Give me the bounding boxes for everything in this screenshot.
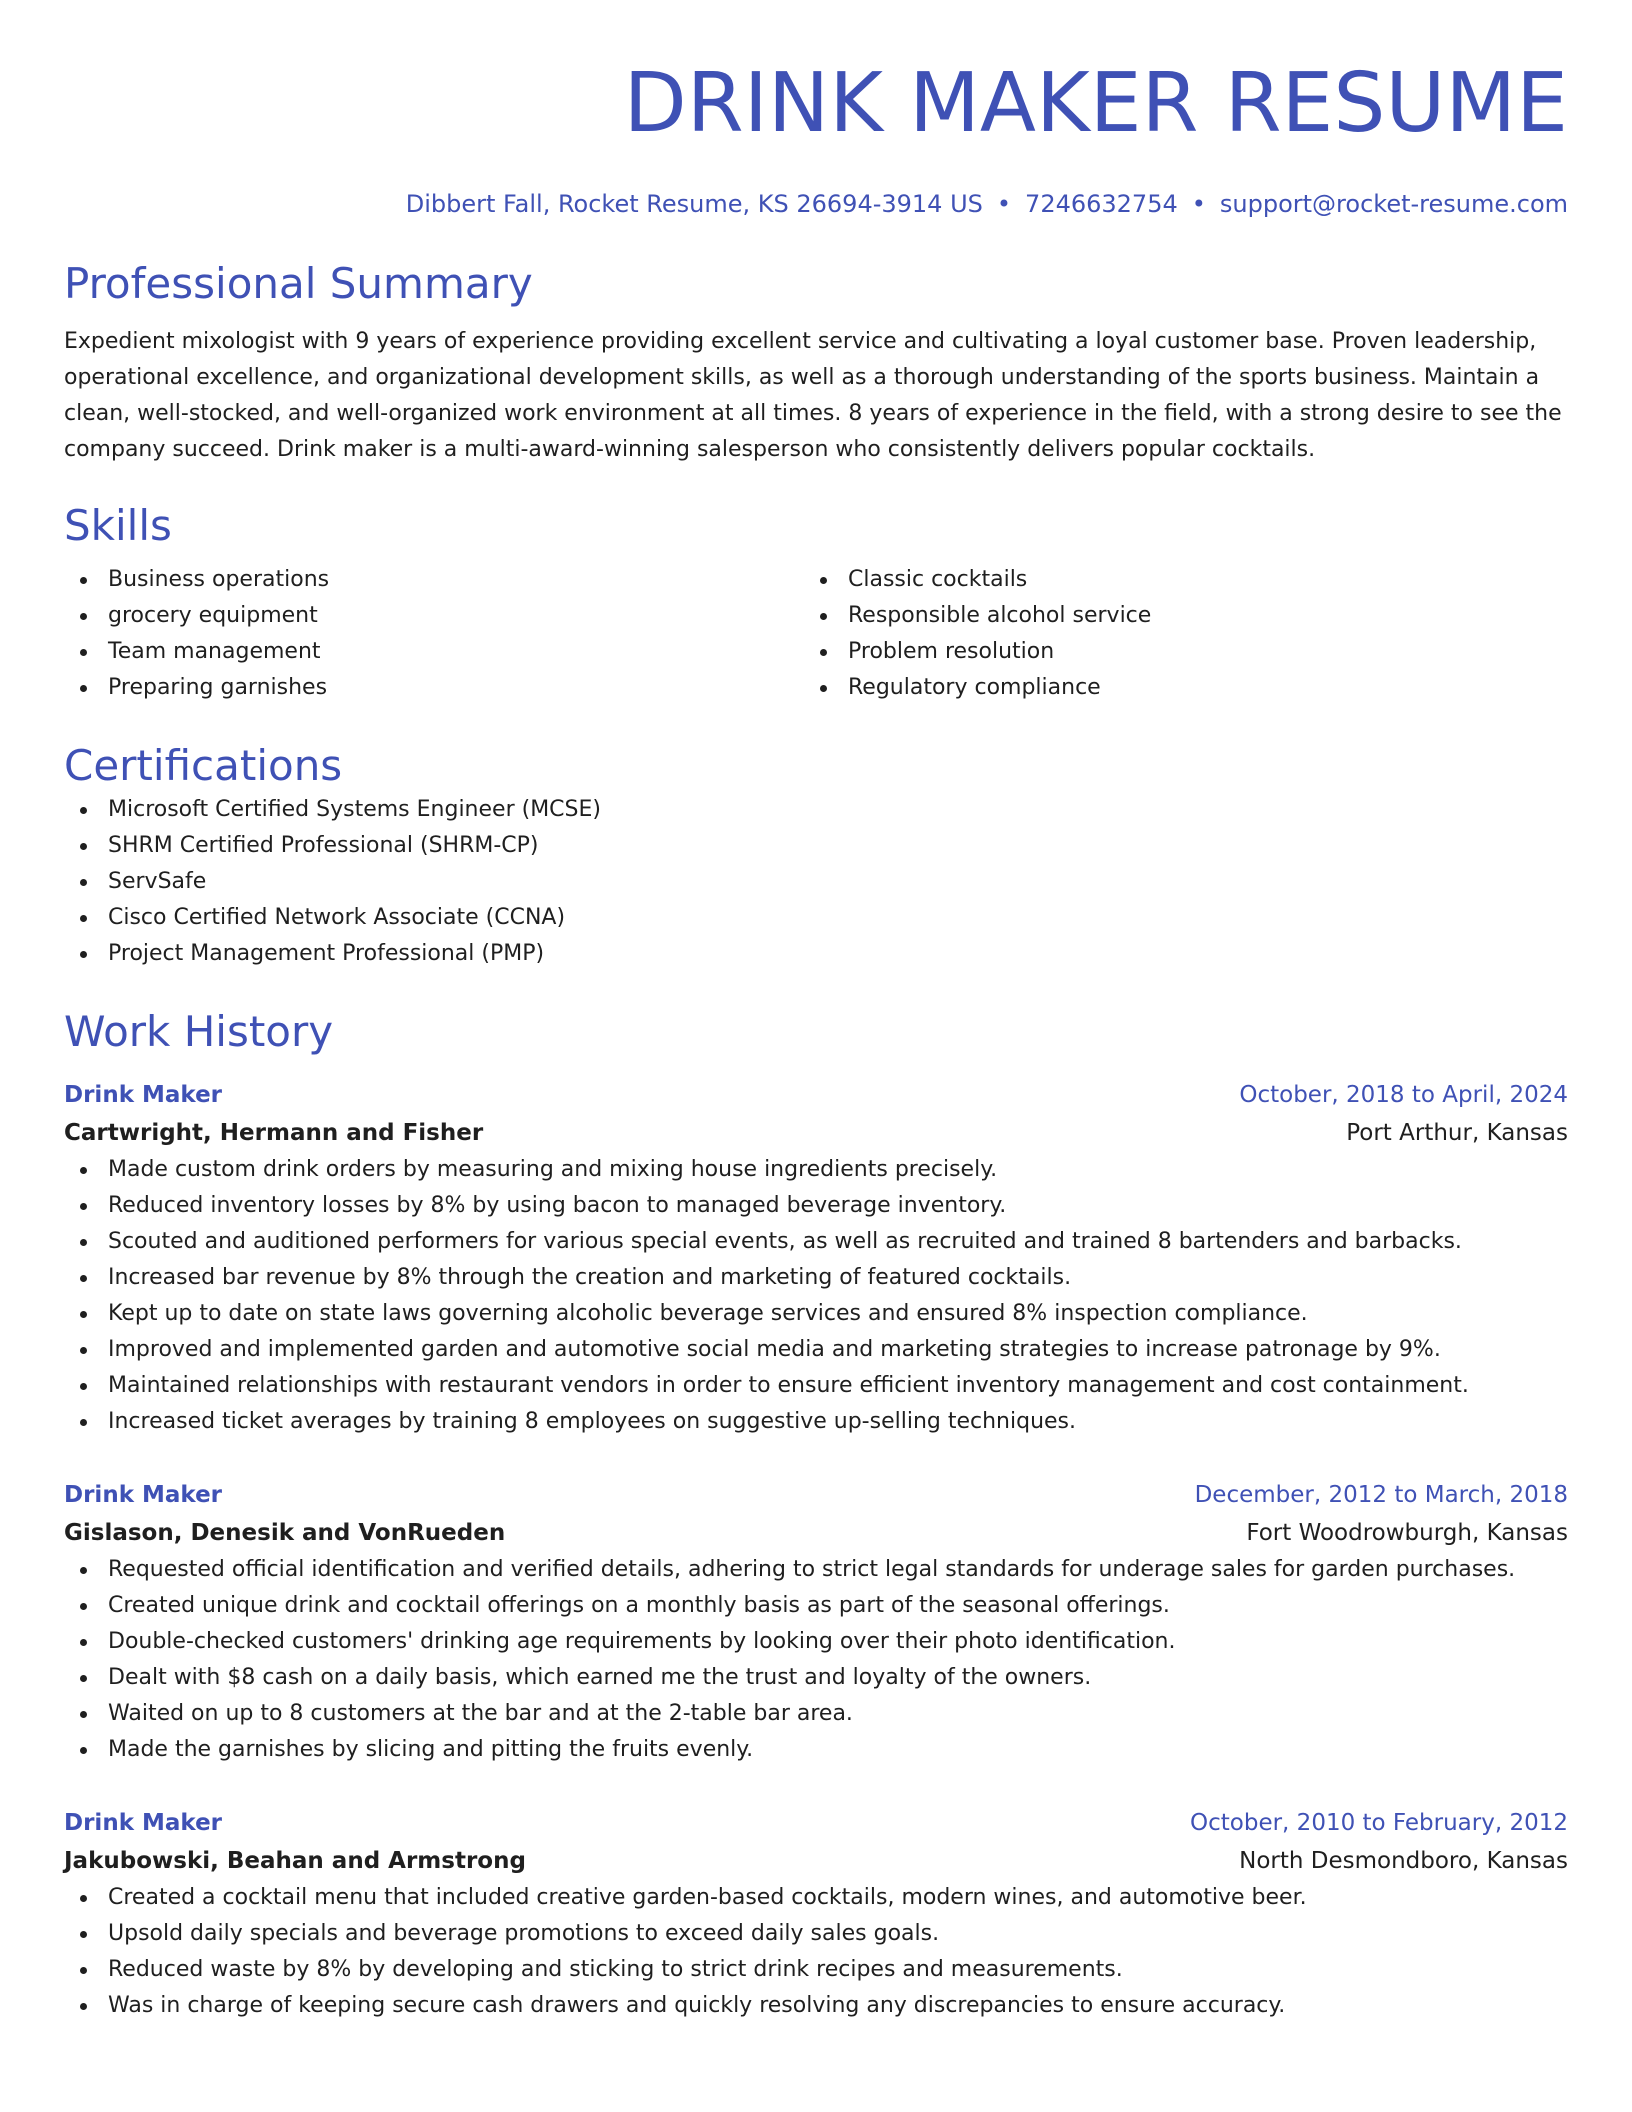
job-bullet: Requested official identification and verified details, adhering to strict legal standards for underage sales for garden purchases. (64, 1552, 1568, 1588)
skill-item: Responsible alcohol service (804, 598, 1544, 634)
job-location: North Desmondboro, Kansas (1239, 1848, 1568, 1874)
job-bullet: Increased ticket averages by training 8 employees on suggestive up-selling techniques. (64, 1404, 1568, 1440)
job-bullet: Created unique drink and cocktail offerings on a monthly basis as part of the seasonal offerings. (64, 1588, 1568, 1624)
job-role: Drink Maker (64, 1082, 223, 1108)
skills-grid (64, 562, 1568, 706)
certifications-heading: Certifications (64, 741, 343, 790)
summary-heading: Professional Summary (64, 259, 533, 308)
job-bullet: Improved and implemented garden and automotive social media and marketing strategies to increase patronage by 9%. (64, 1332, 1568, 1368)
job-header-row (64, 1476, 1568, 1514)
job-entry (64, 1804, 1568, 2024)
contact-email[interactable]: support@rocket-resume.com (1219, 190, 1568, 218)
skills-column-right (804, 562, 1544, 706)
job-bullets (64, 1152, 1568, 1440)
job-bullet: Double-checked customers' drinking age requirements by looking over their photo identification. (64, 1624, 1568, 1660)
job-dates: October, 2018 to April, 2024 (1239, 1082, 1568, 1108)
job-bullet: Made the garnishes by slicing and pitting the fruits evenly. (64, 1732, 1568, 1768)
job-company-row (64, 1514, 1568, 1552)
job-bullet: Scouted and auditioned performers for various special events, as well as recruited and trained 8 bartenders and barbacks. (64, 1224, 1568, 1260)
skill-item: Preparing garnishes (64, 670, 804, 706)
job-bullet: Was in charge of keeping secure cash drawers and quickly resolving any discrepancies to ensure accuracy. (64, 1988, 1568, 2024)
skill-item: Team management (64, 634, 804, 670)
resume-header (64, 56, 1568, 220)
job-bullet: Kept up to date on state laws governing alcoholic beverage services and ensured 8% inspection compliance. (64, 1296, 1568, 1332)
job-location: Port Arthur, Kansas (1346, 1120, 1568, 1146)
job-bullet: Reduced waste by 8% by developing and sticking to strict drink recipes and measurements. (64, 1952, 1568, 1988)
skills-list-right (804, 562, 1544, 706)
skill-item: grocery equipment (64, 598, 804, 634)
job-company: Gislason, Denesik and VonRueden (64, 1520, 506, 1546)
skill-item: Problem resolution (804, 634, 1544, 670)
job-entry (64, 1076, 1568, 1440)
skills-list-left (64, 562, 804, 706)
job-bullet: Increased bar revenue by 8% through the creation and marketing of featured cocktails. (64, 1260, 1568, 1296)
contact-address: Dibbert Fall, Rocket Resume, KS 26694-3914 US (405, 190, 983, 218)
job-dates: December, 2012 to March, 2018 (1194, 1482, 1568, 1508)
job-company-row (64, 1114, 1568, 1152)
skills-heading: Skills (64, 501, 172, 550)
skill-item: Business operations (64, 562, 804, 598)
job-role: Drink Maker (64, 1482, 223, 1508)
job-bullet: Maintained relationships with restaurant vendors in order to ensure efficient inventory management and cost containment. (64, 1368, 1568, 1404)
job-bullet: Waited on up to 8 customers at the bar and at the 2-table bar area. (64, 1696, 1568, 1732)
skills-column-left (64, 562, 804, 706)
job-location: Fort Woodrowburgh, Kansas (1246, 1520, 1568, 1546)
job-bullets (64, 1552, 1568, 1768)
contact-line (64, 188, 1568, 220)
job-bullet: Created a cocktail menu that included creative garden-based cocktails, modern wines, and automotive beer. (64, 1880, 1568, 1916)
job-bullet: Made custom drink orders by measuring and mixing house ingredients precisely. (64, 1152, 1568, 1188)
job-bullets (64, 1880, 1568, 2024)
certification-item: Microsoft Certified Systems Engineer (MCSE) (64, 792, 1568, 828)
summary-text: Expedient mixologist with 9 years of experience providing excellent service and cultivating a loyal customer base. Proven leadership, operational excellence, and organizational development skills, as well as a thorough understanding of the sports business. Maintain a clean, well-stocked, and well-organized work environment at all times. 8 years of experience in the field, with a strong desire to see the company succeed. Drink maker is a multi-award-winning salesperson who consistently delivers popular cocktails. (64, 329, 1562, 462)
job-header-row (64, 1076, 1568, 1114)
job-company: Jakubowski, Beahan and Armstrong (64, 1848, 526, 1874)
job-company: Cartwright, Hermann and Fisher (64, 1120, 484, 1146)
job-header-row (64, 1804, 1568, 1842)
certification-item: ServSafe (64, 864, 1568, 900)
resume-title: DRINK MAKER RESUME (623, 56, 1568, 151)
certification-item: Project Management Professional (PMP) (64, 936, 1568, 972)
work-history-heading: Work History (64, 1007, 334, 1056)
job-dates: October, 2010 to February, 2012 (1190, 1810, 1568, 1836)
job-bullet: Reduced inventory losses by 8% by using bacon to managed beverage inventory. (64, 1188, 1568, 1224)
contact-separator: • (1191, 190, 1206, 218)
job-bullet: Upsold daily specials and beverage promotions to exceed daily sales goals. (64, 1916, 1568, 1952)
certification-item: Cisco Certified Network Associate (CCNA) (64, 900, 1568, 936)
certification-item: SHRM Certified Professional (SHRM-CP) (64, 828, 1568, 864)
job-company-row (64, 1842, 1568, 1880)
job-bullet: Dealt with $8 cash on a daily basis, which earned me the trust and loyalty of the owners. (64, 1660, 1568, 1696)
contact-separator: • (996, 190, 1012, 218)
job-entry (64, 1476, 1568, 1768)
job-role: Drink Maker (64, 1810, 223, 1836)
contact-phone: 7246632754 (1025, 190, 1178, 218)
certifications-list (64, 792, 1568, 972)
skill-item: Regulatory compliance (804, 670, 1544, 706)
skill-item: Classic cocktails (804, 562, 1544, 598)
